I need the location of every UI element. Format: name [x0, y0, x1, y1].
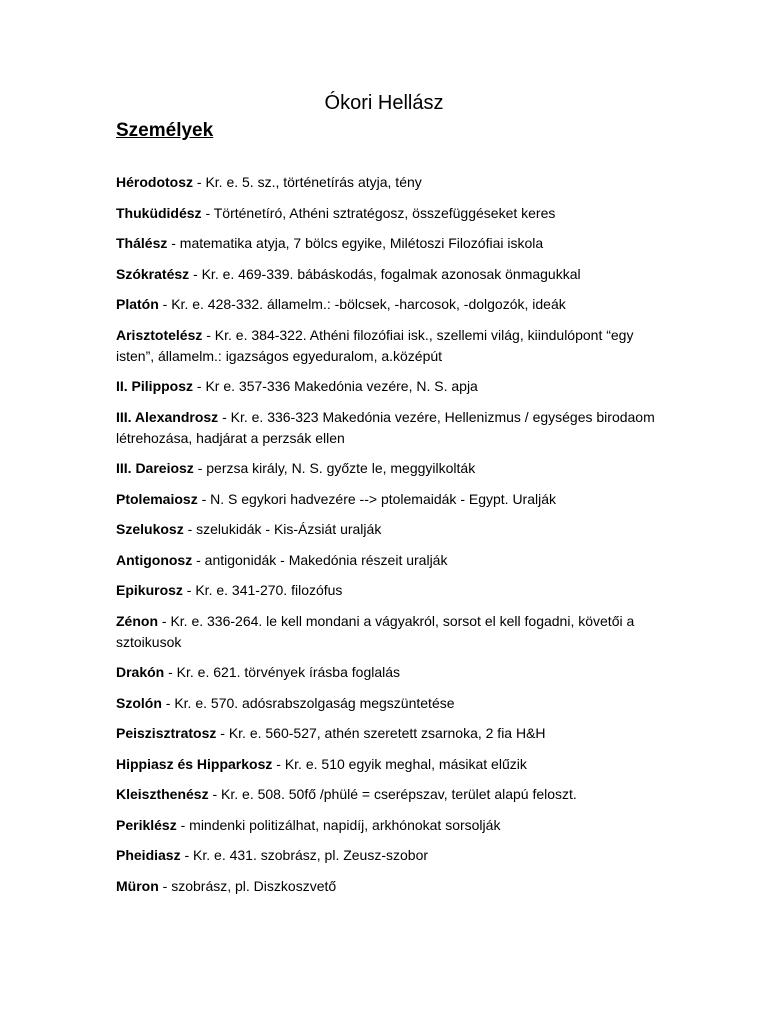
person-description: - Kr. e. 621. törvények írásba foglalás: [164, 664, 401, 680]
person-description: - Történetíró, Athéni sztratégosz, összefüggéseket keres: [201, 204, 556, 221]
person-name: Pheidiasz: [116, 847, 181, 863]
person-name: Thuküdidész: [116, 204, 202, 221]
person-name: III. Dareiosz: [116, 460, 194, 476]
person-name: Szolón: [116, 694, 162, 711]
list-item: [116, 172, 661, 193]
person-name: Antigonosz: [116, 551, 193, 568]
person-name: Szelukosz: [116, 521, 184, 537]
person-name: II. Pilipposz: [116, 378, 194, 394]
list-item: [116, 203, 661, 224]
person-description: - Kr. e. 384-322. Athéni filozófiai isk., szellemi világ, kiindulópont “egy isten”, államelm.: igazságos egyeduralom, a.középút: [116, 326, 634, 364]
person-name: Hérodotosz: [116, 174, 193, 190]
person-description: - Kr. e. 428-332. államelm.: -bölcsek, -harcosok, -dolgozók, ideák: [158, 296, 566, 312]
person-description: - szobrász, pl. Diszkoszvető: [158, 877, 337, 894]
list-item: [116, 784, 661, 805]
person-name: Platón: [116, 296, 159, 312]
person-name: Arisztotelész: [116, 326, 203, 343]
person-description: - Kr. e. 5. sz., történetírás atyja, tény: [193, 174, 422, 190]
person-description: - Kr. e. 431. szobrász, pl. Zeusz-szobor: [180, 847, 429, 863]
list-item: [116, 325, 661, 367]
list-item: [116, 519, 661, 540]
person-name: III. Alexandrosz: [116, 408, 219, 425]
person-description: - Kr. e. 570. adósrabszolgaság megszüntetése: [161, 694, 455, 711]
list-item: [116, 458, 661, 479]
person-name: Drakón: [116, 664, 165, 680]
list-item: [116, 264, 661, 285]
list-item: [116, 815, 661, 836]
person-name: Hippiasz és Hipparkosz: [116, 755, 273, 772]
person-name: Thálész: [116, 235, 168, 251]
document-title: Ókori Hellász: [324, 92, 444, 114]
person-description: - Kr. e. 336-323 Makedónia vezére, Hellenizmus / egységes birodaom létrehozása, hadjárat a perzsák ellen: [116, 408, 655, 446]
person-description: - Kr. e. 336-264. le kell mondani a vágyakról, sorsot el kell fogadni, követői a sztoikusok: [116, 612, 635, 650]
person-name: Zénon: [116, 612, 158, 629]
list-item: [116, 233, 661, 254]
list-item: [116, 376, 661, 397]
list-item: [116, 876, 661, 897]
list-item: [116, 294, 661, 315]
person-description: - Kr. e. 341-270. filozófus: [182, 582, 343, 598]
person-description: - antigonidák - Makedónia részeit uralják: [192, 551, 448, 568]
person-description: - N. S egykori hadvezére --> ptolemaidák - Egypt. Uralják: [197, 490, 557, 507]
list-item: [116, 845, 661, 866]
list-item: [116, 693, 661, 714]
list-item: [116, 723, 661, 744]
person-description: - Kr. e. 510 egyik meghal, másikat elűzik: [272, 755, 527, 772]
list-item: [116, 489, 661, 510]
person-name: Epikurosz: [116, 582, 183, 598]
person-list: [116, 172, 661, 906]
person-name: Ptolemaiosz: [116, 490, 198, 507]
list-item: [116, 580, 661, 601]
person-name: Müron: [116, 877, 159, 894]
list-item: [116, 611, 661, 653]
list-item: [116, 407, 661, 449]
person-name: Kleiszthenész: [116, 786, 209, 802]
section-heading: Személyek: [116, 120, 214, 141]
list-item: [116, 550, 661, 571]
person-description: - Kr. e. 469-339. bábáskodás, fogalmak azonosak önmagukkal: [189, 265, 581, 282]
person-description: - szelukidák - Kis-Ázsiát uralják: [183, 521, 382, 537]
list-item: [116, 662, 661, 683]
person-name: Periklész: [116, 816, 177, 833]
person-description: - matematika atyja, 7 bölcs egyike, Milétoszi Filozófiai iskola: [167, 235, 544, 251]
list-item: [116, 754, 661, 775]
person-description: - Kr. e. 560-527, athén szeretett zsarnoka, 2 fia H&H: [216, 725, 546, 741]
person-name: Peiszisztratosz: [116, 725, 217, 741]
person-description: - mindenki politizálhat, napidíj, arkhónokat sorsolják: [176, 816, 501, 833]
person-name: Szókratész: [116, 265, 190, 282]
person-description: - Kr. e. 508. 50fő /phülé = cserépszav, terület alapú feloszt.: [208, 786, 577, 802]
person-description: - perzsa király, N. S. győzte le, meggyilkolták: [193, 460, 476, 476]
person-description: - Kr e. 357-336 Makedónia vezére, N. S. apja: [193, 378, 478, 394]
